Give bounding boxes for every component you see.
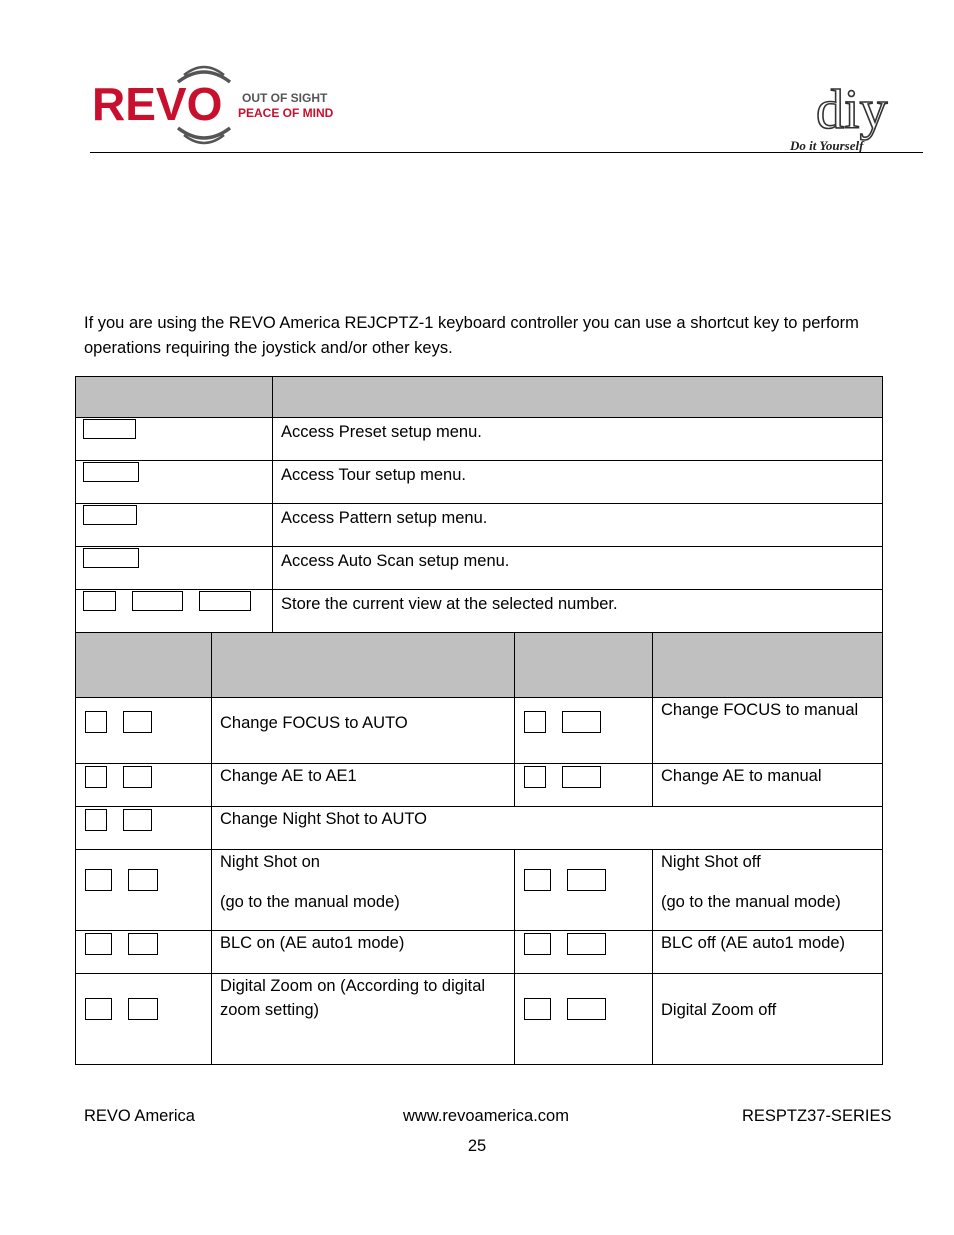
table-row: [76, 807, 883, 850]
key-box: [562, 766, 601, 788]
revo-wordmark: REVO: [92, 78, 223, 130]
key-box: [83, 505, 137, 525]
key-box: [85, 766, 107, 788]
key-box: [123, 766, 152, 788]
row-description: Store the current view at the selected number.: [273, 590, 883, 633]
table-row: [76, 931, 883, 974]
table1-header-key-cell: [76, 377, 273, 418]
footer-website: www.revoamerica.com: [403, 1107, 569, 1125]
row-description: Access Tour setup menu.: [273, 461, 883, 504]
key-box: [85, 998, 112, 1020]
row-description: Access Pattern setup menu.: [273, 504, 883, 547]
table-row: [76, 850, 883, 931]
table-row: [76, 764, 883, 807]
key-box: [567, 933, 606, 955]
table-row: [76, 974, 883, 1065]
table-row: [76, 504, 883, 547]
table1-header-desc-cell: [273, 377, 883, 418]
key-box: [83, 419, 136, 439]
row-description: Change AE to AE1: [212, 764, 515, 807]
key-box: [123, 711, 152, 733]
table2-header-cell: [76, 633, 212, 698]
key-box: [85, 809, 107, 831]
footer-model: RESPTZ37-SERIES: [742, 1107, 892, 1125]
row-description: Change FOCUS to AUTO: [212, 698, 515, 764]
key-box: [85, 933, 112, 955]
table-row: [76, 418, 883, 461]
row-description: Change FOCUS to manual: [653, 698, 883, 764]
key-box: [524, 998, 551, 1020]
key-box: [524, 711, 546, 733]
logo-tagline-1: OUT OF SIGHT: [242, 91, 328, 105]
table-row: [76, 590, 883, 633]
row-description-note: (go to the manual mode): [220, 893, 400, 911]
row-description: Night Shot off: [661, 853, 761, 871]
row-description: Digital Zoom on (According to digital zoom setting): [212, 974, 515, 1065]
table2-header-cell: [653, 633, 883, 698]
key-box: [83, 591, 116, 611]
key-box: [567, 998, 606, 1020]
row-description: Access Auto Scan setup menu.: [273, 547, 883, 590]
key-box: [83, 462, 139, 482]
key-box: [132, 591, 183, 611]
key-box: [524, 933, 551, 955]
footer-company: REVO America: [84, 1107, 195, 1125]
table2-header-cell: [212, 633, 515, 698]
table2-header-cell: [515, 633, 653, 698]
key-box: [128, 998, 158, 1020]
page-number: 25: [467, 1137, 487, 1155]
diy-logo: [788, 84, 928, 156]
table1-header-row: [76, 377, 883, 418]
key-box: [85, 711, 107, 733]
table-row: [76, 547, 883, 590]
revo-logo: [92, 62, 362, 150]
key-box: [567, 869, 606, 891]
row-description: Access Preset setup menu.: [273, 418, 883, 461]
header-rule: [90, 152, 923, 153]
diy-subtitle: Do it Yourself: [790, 138, 864, 153]
table2-header-row: [76, 633, 883, 698]
key-box: [128, 933, 158, 955]
row-description: BLC off (AE auto1 mode): [653, 931, 883, 974]
intro-paragraph: If you are using the REVO America REJCPTZ-1 keyboard controller you can use a shortcut key to perform operations requiring the joystick and/or other keys.: [84, 314, 859, 357]
key-box: [83, 548, 139, 568]
table-row: [76, 461, 883, 504]
row-description: Change AE to manual: [653, 764, 883, 807]
key-box: [562, 711, 601, 733]
row-description: Change Night Shot to AUTO: [212, 807, 883, 850]
row-description: Digital Zoom off: [653, 974, 883, 1065]
key-box: [123, 809, 152, 831]
key-box: [128, 869, 158, 891]
shortcut-table: [75, 376, 883, 1065]
key-box: [85, 869, 112, 891]
row-description: BLC on (AE auto1 mode): [212, 931, 515, 974]
key-box: [199, 591, 251, 611]
key-box: [524, 766, 546, 788]
logo-tagline-2: PEACE OF MIND: [238, 106, 334, 120]
diy-wordmark: diy: [816, 84, 888, 141]
row-description: Night Shot on: [220, 853, 320, 871]
table-row: [76, 698, 883, 764]
row-description-note: (go to the manual mode): [661, 893, 841, 911]
key-box: [524, 869, 551, 891]
